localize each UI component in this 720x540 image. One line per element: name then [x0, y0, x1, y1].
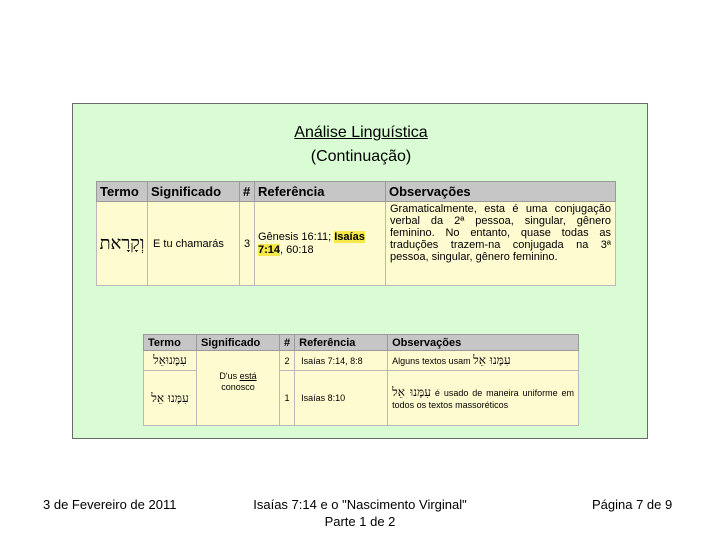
observations-cell	[388, 351, 579, 371]
column-header-significado: Significado	[148, 182, 240, 202]
hebrew-term: עִמָּנוּאֵל	[144, 351, 197, 371]
footer-date: 3 de Fevereiro de 2011	[43, 497, 177, 512]
table-header-row	[97, 182, 616, 202]
occurrence-count: 1	[280, 371, 295, 426]
slide-subtitle: (Continuação)	[310, 148, 412, 165]
reference-text: Gênesis 16:11;	[258, 230, 335, 243]
meaning-text: D'us	[219, 371, 240, 381]
footer-title-line2: Parte 1 de 2	[324, 514, 396, 529]
occurrence-count: 2	[280, 351, 295, 371]
hebrew-inline-term: עִמָּנוּ אֵל	[473, 353, 511, 367]
column-header-termo: Termo	[144, 335, 197, 351]
highlighted-reference-verse: 7:14	[258, 243, 281, 256]
slide-title: Análise Linguística	[294, 124, 428, 141]
observations-cell	[388, 371, 579, 426]
observations-text: é usado de maneira uniforme em todos os textos massoréticos	[392, 387, 574, 410]
footer-title-line1: Isaías 7:14 e o "Nascimento Virginal"	[253, 497, 467, 512]
footer-page-number: Página 7 de 9	[592, 497, 673, 512]
hebrew-term: וְקָרָאת	[97, 202, 148, 286]
table-header-row	[144, 335, 579, 351]
reference-text-continued: , 60:18	[280, 243, 314, 256]
highlighted-reference-book: Isaías	[334, 230, 365, 243]
analysis-table-2	[143, 334, 579, 426]
column-header-observacoes: Observações	[386, 182, 616, 202]
reference-cell: Isaías 7:14, 8:8	[295, 351, 388, 371]
footer-title	[230, 496, 490, 530]
column-header-significado: Significado	[197, 335, 280, 351]
meaning-text-continued: conosco	[221, 382, 255, 392]
slide-content-panel	[72, 103, 648, 439]
hebrew-term: עִמָּנוּ אֵל	[144, 371, 197, 426]
observations-text: Alguns textos usam	[392, 356, 474, 366]
column-header-termo: Termo	[97, 182, 148, 202]
column-header-referencia: Referência	[255, 182, 386, 202]
column-header-observacoes: Observações	[388, 335, 579, 351]
observations-text: Gramaticalmente, esta é uma conjugação verbal da 2ª pessoa, singular, gênero feminino. No entanto, quase todas as traduções trazem-na conjugada na 3ª pessoa, singular, gênero feminino.	[386, 202, 616, 286]
table-row	[144, 351, 579, 371]
term-meaning	[197, 351, 280, 426]
reference-cell: Isaías 8:10	[295, 371, 388, 426]
analysis-table-1	[96, 181, 616, 286]
column-header-referencia: Referência	[295, 335, 388, 351]
table-row	[97, 202, 616, 286]
hebrew-inline-term: עִמָּנוּ אֵל	[392, 384, 432, 399]
reference-cell	[255, 202, 386, 286]
meaning-underlined-word: está	[239, 371, 257, 381]
column-header-number: #	[280, 335, 295, 351]
column-header-number: #	[240, 182, 255, 202]
occurrence-count: 3	[240, 202, 255, 286]
term-meaning: E tu chamarás	[148, 202, 240, 286]
